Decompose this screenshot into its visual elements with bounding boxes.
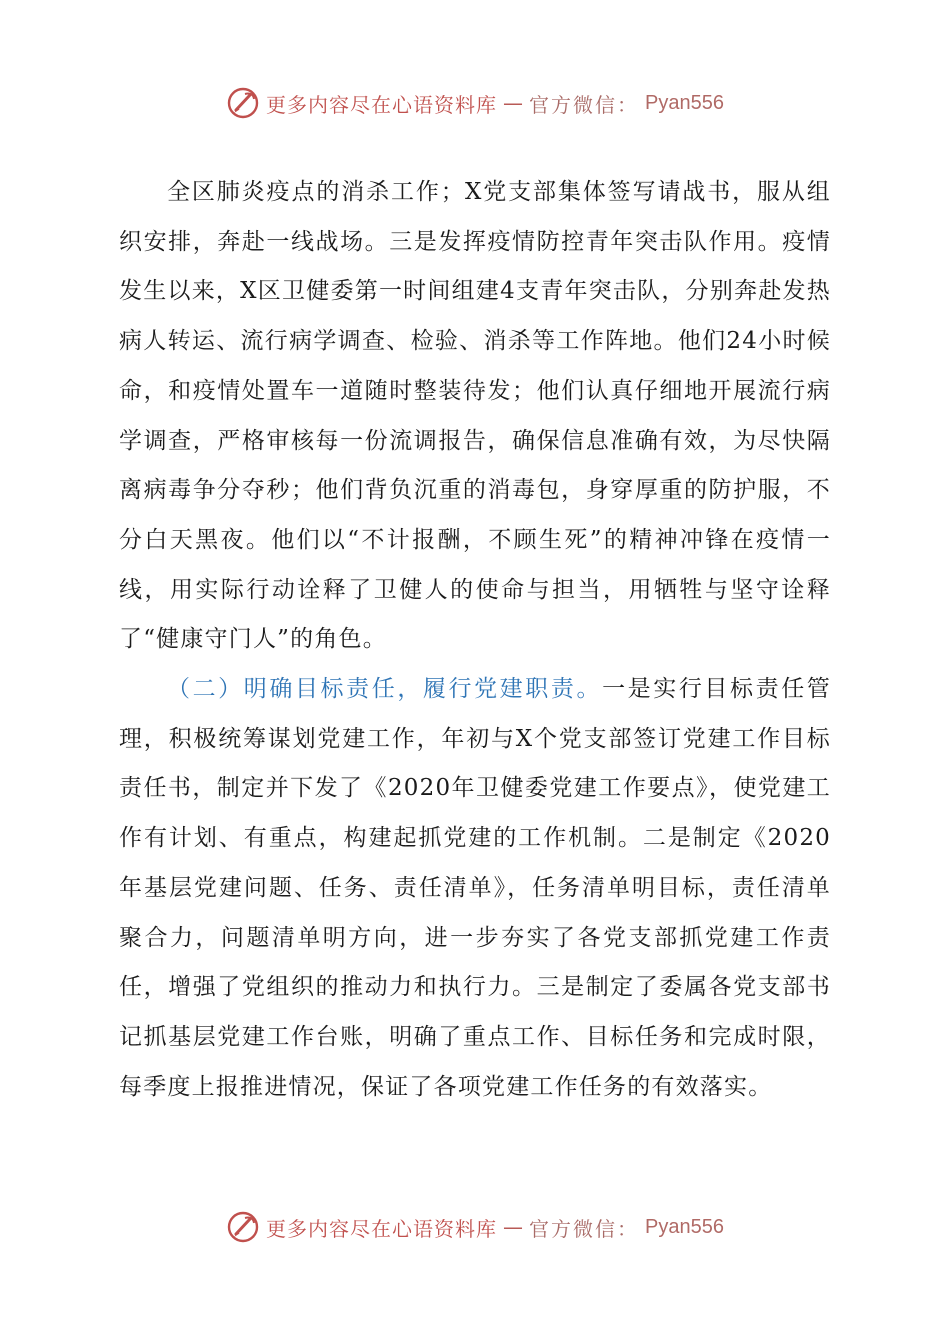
pen-logo-icon — [226, 86, 260, 120]
watermark-label: 官方微信： — [529, 1216, 640, 1241]
watermark-label: 官方微信： — [529, 92, 640, 117]
paragraph-2-text: 一是实行目标责任管理，积极统筹谋划党建工作，年初与X个党支部签订党建工作目标责任书，制定并下发了《2020年卫健委党建工作要点》，使党建工作有计划、有重点，构建起抓党建的工作机制。二是制定《2020年基层党建问题、任务、责任清单》，任务清单明目标，责任清单聚合力，问题清单明方向，进一步夯实了各党支部抓党建工作责任，增强了党组织的推动力和执行力。三是制定了委属各党支部书记抓基层党建工作台账，明确了重点工作、目标任务和完成时限，每季度上报推进情况，保证了各项党建工作任务的有效落实。 — [119, 676, 831, 1100]
watermark-site-text: 更多内容尽在心语资料库 — [266, 92, 498, 117]
watermark-dash: — — [503, 91, 524, 115]
footer-watermark — [0, 1210, 950, 1244]
header-watermark — [0, 86, 950, 120]
paragraph-1-text: 全区肺炎疫点的消杀工作；X党支部集体签写请战书，服从组织安排，奔赴一线战场。三是发挥疫情防控青年突击队作用。疫情发生以来，X区卫健委第一时间组建4支青年突击队，分别奔赴发热病人转运、流行病学调查、检验、消杀等工作阵地。他们24小时候命，和疫情处置车一道随时整装待发；他们认真仔细地开展流行病学调查，严格审核每一份流调报告，确保信息准确有效，为尽快隔离病毒争分夺秒；他们背负沉重的消毒包，身穿厚重的防护服，不分白天黑夜。他们以“不计报酬，不顾生死”的精神冲锋在疫情一线，用实际行动诠释了卫健人的使命与担当，用牺牲与坚守诠释了“健康守门人”的角色。 — [119, 179, 831, 653]
paragraph-1 — [119, 168, 831, 665]
watermark-site-text: 更多内容尽在心语资料库 — [266, 1216, 498, 1241]
watermark-dash: — — [503, 1215, 524, 1239]
watermark-account: Pyan556 — [645, 91, 724, 114]
section-heading: （二）明确目标责任，履行党建职责。 — [167, 676, 603, 703]
paragraph-2 — [119, 665, 831, 1112]
pen-logo-icon — [226, 1210, 260, 1244]
watermark-account: Pyan556 — [645, 1215, 724, 1238]
document-body — [119, 168, 831, 1112]
